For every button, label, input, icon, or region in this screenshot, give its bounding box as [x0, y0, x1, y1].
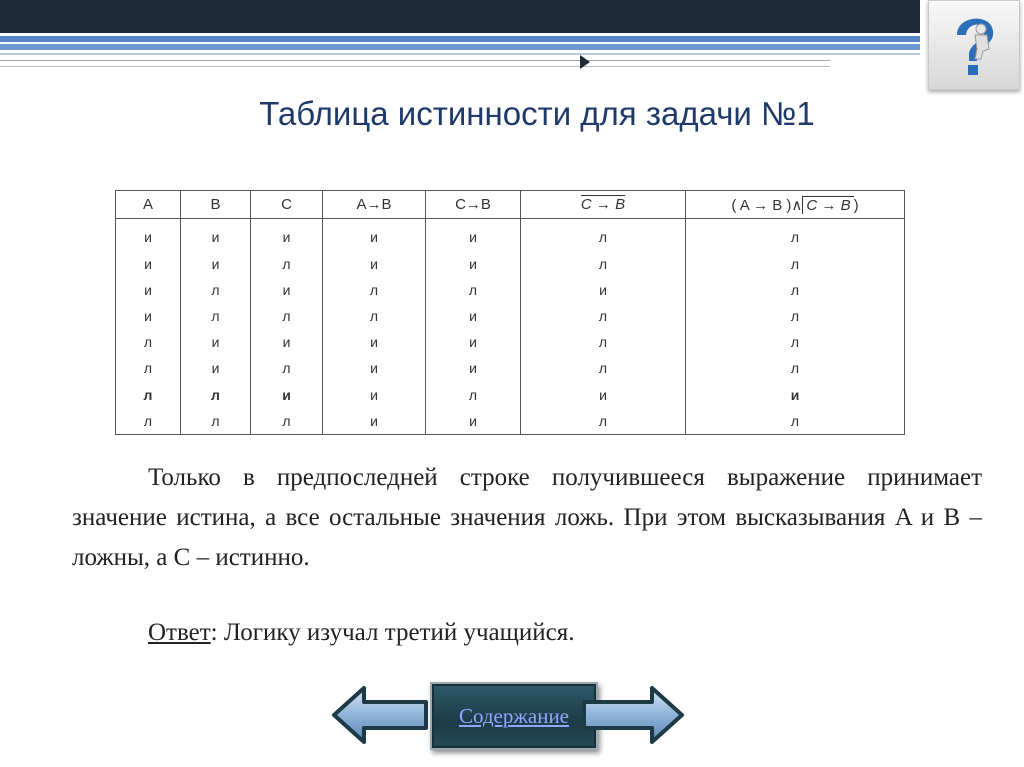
cell-b: и — [181, 355, 251, 381]
answer-line — [148, 619, 575, 647]
header-stripe — [0, 36, 920, 42]
cell-b: и — [181, 219, 251, 251]
header-conjunction-left: ( A → B )∧ — [731, 196, 803, 214]
cell-result: л — [686, 408, 905, 435]
header-c-implies-b: C→B — [426, 191, 521, 219]
header-stripe — [0, 53, 920, 55]
header-bar — [0, 0, 920, 33]
cell-a-implies-b: и — [323, 355, 426, 381]
header-conjunction-right: C → B — [802, 196, 853, 214]
answer-text: : Логику изучал третий учащийся. — [210, 619, 575, 646]
cell-result: л — [686, 329, 905, 355]
explanation-text: Только в предпоследней строке получившееся выражение принимает значение истина, а все остальные значения ложь. При этом высказывания A и B – ложны, а C – истинно. — [72, 464, 982, 571]
cell-a: л — [116, 408, 181, 435]
cell-not-c-implies-b: л — [521, 329, 686, 355]
cell-c: и — [251, 277, 323, 303]
cell-a-implies-b: и — [323, 408, 426, 435]
cell-a-implies-b: и — [323, 219, 426, 251]
cell-c-implies-b: и — [426, 303, 521, 329]
table-header-row — [116, 191, 905, 219]
arrow-right-icon — [580, 684, 686, 746]
cell-a: и — [116, 251, 181, 277]
header-not-c-implies-b — [521, 191, 686, 219]
cell-a: и — [116, 277, 181, 303]
cell-result: л — [686, 355, 905, 381]
slide-title-text: Таблица истинности для задачи №1 — [259, 95, 815, 132]
table-row — [116, 408, 905, 435]
cell-c: л — [251, 408, 323, 435]
header-line — [0, 66, 830, 67]
cell-not-c-implies-b: л — [521, 219, 686, 251]
cell-c: л — [251, 303, 323, 329]
answer-label: Ответ — [148, 619, 211, 646]
cell-c: л — [251, 251, 323, 277]
cell-a: л — [116, 382, 181, 408]
header-conjunction-paren: ) — [853, 196, 859, 214]
cell-result: л — [686, 251, 905, 277]
cell-c-implies-b: и — [426, 329, 521, 355]
cell-not-c-implies-b: л — [521, 303, 686, 329]
header-a-implies-b: A→B — [323, 191, 426, 219]
prev-button[interactable] — [330, 684, 430, 746]
cell-a-implies-b: и — [323, 251, 426, 277]
cell-c-implies-b: и — [426, 355, 521, 381]
header-conjunction — [686, 191, 905, 219]
cell-b: л — [181, 382, 251, 408]
cell-c-implies-b: л — [426, 277, 521, 303]
cell-a-implies-b: л — [323, 303, 426, 329]
table-row — [116, 382, 905, 408]
table-row — [116, 219, 905, 251]
cell-c-implies-b: л — [426, 382, 521, 408]
header-b: B — [181, 191, 251, 219]
cell-result: л — [686, 219, 905, 251]
logo — [928, 0, 1020, 90]
slide-title — [0, 95, 1024, 133]
cell-b: и — [181, 329, 251, 355]
header-a: A — [116, 191, 181, 219]
header-line — [0, 60, 830, 61]
cell-c-implies-b: и — [426, 219, 521, 251]
cell-not-c-implies-b: л — [521, 408, 686, 435]
table-row — [116, 355, 905, 381]
table-row — [116, 251, 905, 277]
contents-button[interactable] — [430, 682, 598, 750]
cell-not-c-implies-b: л — [521, 251, 686, 277]
cell-b: л — [181, 303, 251, 329]
cell-not-c-implies-b: л — [521, 355, 686, 381]
cell-not-c-implies-b: и — [521, 277, 686, 303]
table-row — [116, 277, 905, 303]
truth-table — [115, 190, 905, 435]
cell-a-implies-b: и — [323, 329, 426, 355]
cell-c: л — [251, 355, 323, 381]
cell-not-c-implies-b: и — [521, 382, 686, 408]
header-stripe — [0, 44, 920, 50]
cell-c-implies-b: и — [426, 251, 521, 277]
cell-a: л — [116, 355, 181, 381]
contents-link[interactable]: Содержание — [458, 703, 570, 728]
header-not-c-implies-b-text: C → B — [580, 196, 626, 213]
cell-result: л — [686, 277, 905, 303]
cell-a: л — [116, 329, 181, 355]
explanation-paragraph — [72, 458, 982, 578]
table-row — [116, 303, 905, 329]
cell-c: и — [251, 382, 323, 408]
cell-b: л — [181, 277, 251, 303]
cell-c: и — [251, 219, 323, 251]
table-row — [116, 329, 905, 355]
table-body — [116, 219, 905, 435]
cell-a-implies-b: и — [323, 382, 426, 408]
arrow-left-icon — [330, 684, 430, 746]
cell-a-implies-b: л — [323, 277, 426, 303]
cell-c-implies-b: и — [426, 408, 521, 435]
cell-result: л — [686, 303, 905, 329]
cell-c: и — [251, 329, 323, 355]
cell-a: и — [116, 219, 181, 251]
cell-b: л — [181, 408, 251, 435]
cell-result: и — [686, 382, 905, 408]
cell-a: и — [116, 303, 181, 329]
header-triangle — [580, 55, 590, 69]
header-c: C — [251, 191, 323, 219]
question-mark-person-icon — [929, 1, 1019, 89]
cell-b: и — [181, 251, 251, 277]
next-button[interactable] — [580, 684, 686, 746]
